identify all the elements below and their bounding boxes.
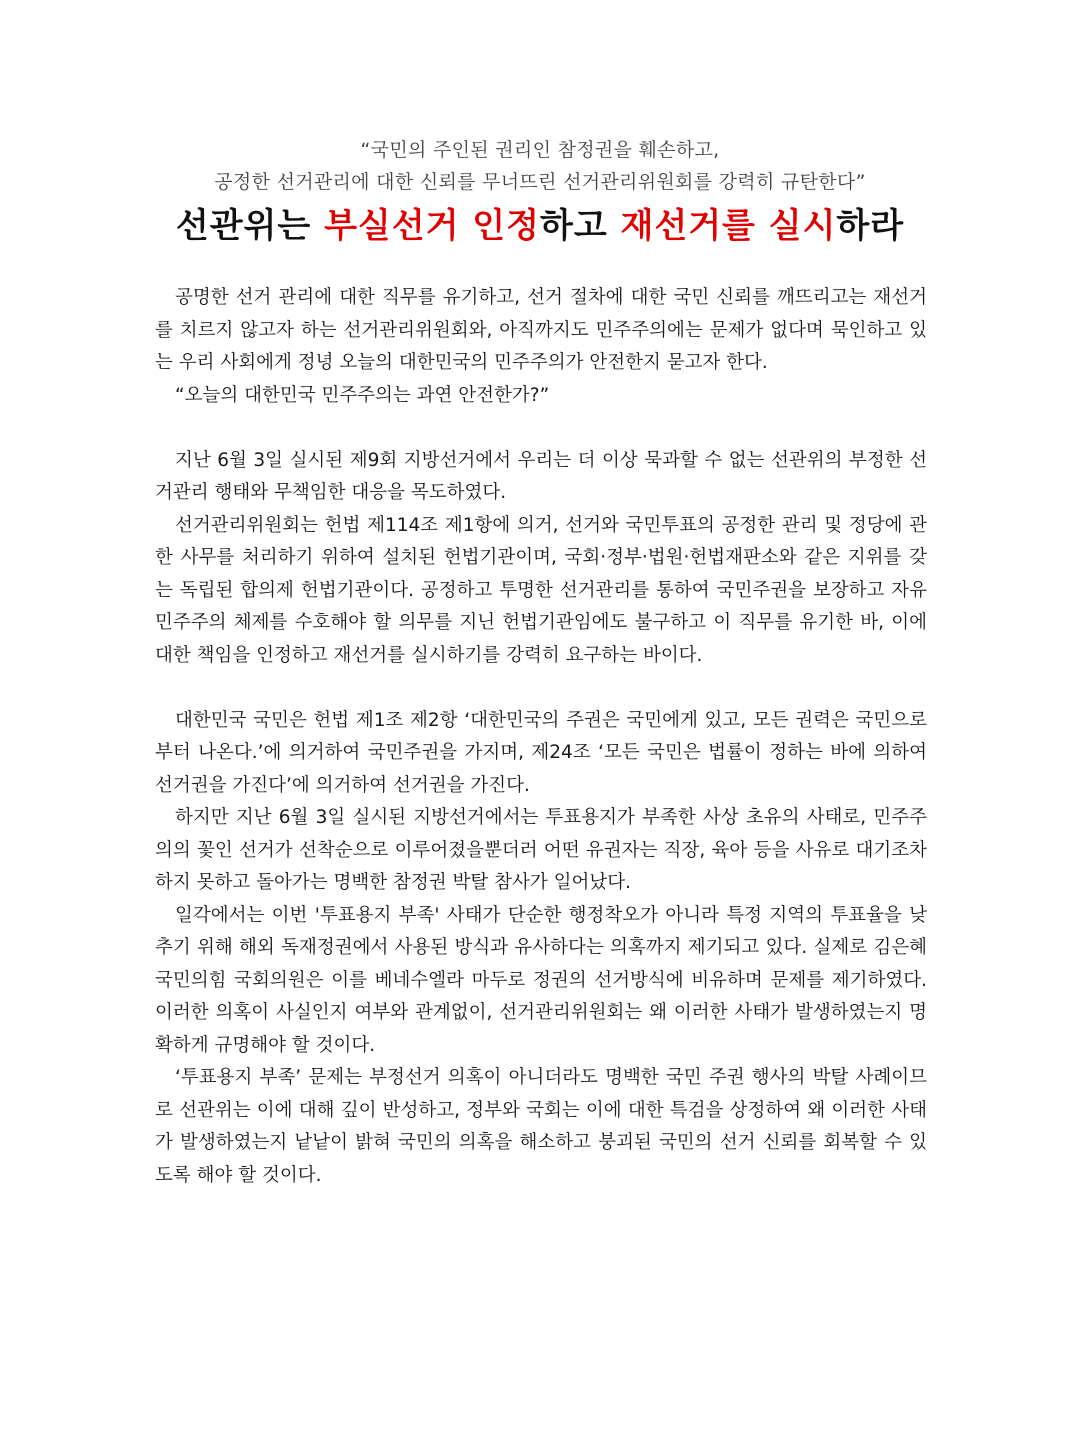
paragraph-7: ‘투표용지 부족’ 문제는 부정선거 의혹이 아니더라도 명백한 국민 주권 행사의 박탈 사례이므로 선관위는 이에 대해 깊이 반성하고, 정부와 국회는 이에 대한 특검을 상정하여 왜 이러한 사태가 발생하였는지 낱낱이 밝혀 국민의 의혹을 해소하고 붕괴된 국민의 선거 신뢰를 회복할 수 있도록 해야 할 것이다.	[155, 1067, 927, 1186]
headline-highlight-1: 부실선거 인정	[324, 206, 540, 246]
paragraph-gap	[155, 672, 927, 705]
headline-part-3: 하고	[539, 206, 621, 246]
headline	[0, 198, 1080, 247]
paragraph-6: 일각에서는 이번 '투표용지 부족' 사태가 단순한 행정착오가 아니라 특정 지역의 투표율을 낮추기 위해 해외 독재정권에서 사용된 방식과 유사하다는 의혹까지 제기되고 있다. 실제로 김은혜 국민의힘 국회의원은 이를 베네수엘라 마두로 정권의 선거방식에 비유하며 문제를 제기하였다. 이러한 의혹이 사실인지 여부와 관계없이, 선거관리위원회는 왜 이러한 사태가 발생하였는지 명확하게 규명해야 할 것이다.	[155, 904, 927, 1056]
paragraph-3: 선거관리위원회는 헌법 제114조 제1항에 의거, 선거와 국민투표의 공정한 관리 및 정당에 관한 사무를 처리하기 위하여 설치된 헌법기관이며, 국회·정부·법원·헌법재판소와 같은 지위를 갖는 독립된 합의제 헌법기관이다. 공정하고 투명한 선거관리를 통하여 국민주권을 보장하고 자유민주주의 체제를 수호해야 할 의무를 지닌 헌법기관임에도 불구하고 이 직무를 유기한 바, 이에 대한 책임을 인정하고 재선거를 실시하기를 강력히 요구하는 바이다.	[155, 514, 927, 666]
headline-part-5: 하라	[836, 206, 905, 246]
paragraph-2: 지난 6월 3일 실시된 제9회 지방선거에서 우리는 더 이상 묵과할 수 없는 선관위의 부정한 선거관리 행태와 무책임한 대응을 목도하였다.	[155, 449, 927, 503]
paragraph-gap	[155, 412, 927, 445]
paragraph-question: “오늘의 대한민국 민주주의는 과연 안전한가?”	[175, 384, 550, 406]
paragraph-4: 대한민국 국민은 헌법 제1조 제2항 ‘대한민국의 주권은 국민에게 있고, 모든 권력은 국민으로부터 나온다.’에 의거하여 국민주권을 가지며, 제24조 ‘모든 국민은 법률이 정하는 바에 의하여 선거권을 가진다’에 의거하여 선거권을 가진다.	[155, 709, 927, 796]
subtitle-line-2: 공정한 선거관리에 대한 신뢰를 무너뜨린 선거관리위원회를 강력히 규탄한다”	[214, 171, 866, 193]
headline-highlight-2: 재선거를 실시	[620, 206, 837, 246]
paragraph-1: 공명한 선거 관리에 대한 직무를 유기하고, 선거 절차에 대한 국민 신뢰를 깨뜨리고는 재선거를 치르지 않고자 하는 선거관리위원회와, 아직까지도 민주주의에는 문제가 없다며 묵인하고 있는 우리 사회에게 정녕 오늘의 대한민국의 민주주의가 안전한지 묻고자 한다.	[155, 287, 927, 373]
body-text	[155, 282, 927, 1192]
headline-part-1: 선관위는	[175, 206, 325, 246]
subtitle-line-1: “국민의 주인된 권리인 참정권을 훼손하고,	[360, 139, 720, 161]
paragraph-5: 하지만 지난 6월 3일 실시된 지방선거에서는 투표용지가 부족한 사상 초유의 사태로, 민주주의의 꽃인 선거가 선착순으로 이루어졌을뿐더러 어떤 유권자는 직장, 육아 등을 사유로 대기조차 하지 못하고 돌아가는 명백한 참정권 박탈 참사가 일어났다.	[155, 807, 927, 893]
